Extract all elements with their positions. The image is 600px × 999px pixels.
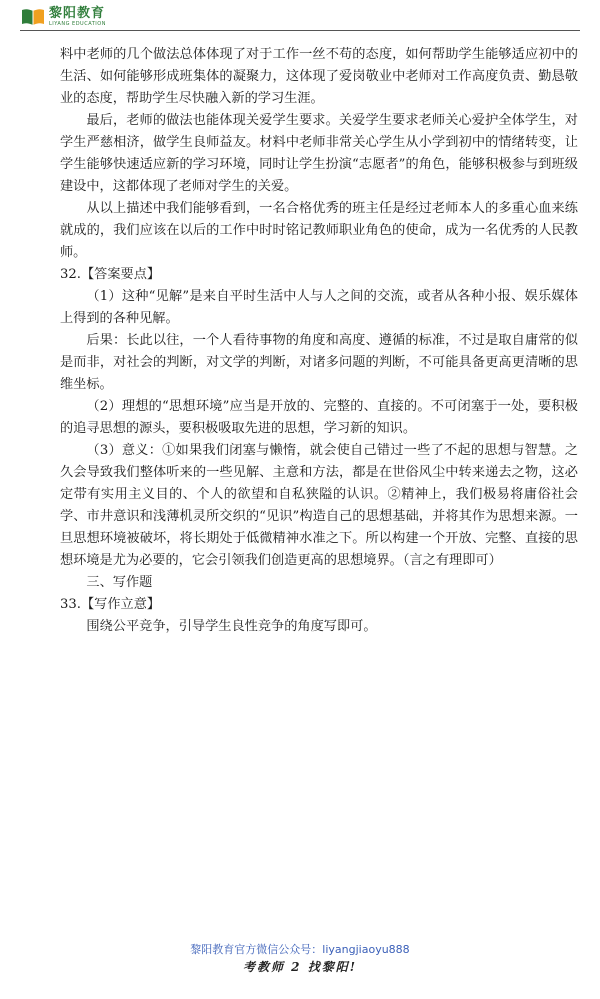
document-body	[60, 44, 578, 638]
paragraph-1: 料中老师的几个做法总体体现了对于工作一丝不苟的态度，如何帮助学生能够适应初中的生活、如何能够形成班集体的凝聚力，这体现了爱岗敬业中老师对工作高度负责、勤恳敬业的态度，帮助学生尽快融入新的学习生涯。	[60, 47, 578, 106]
answer-32-consequence: 后果：长此以往，一个人看待事物的角度和高度、遵循的标准，不过是取自庸常的似是而非，对社会的判断，对文学的判断，对诸多问题的判断，不可能具备更高更清晰的思维坐标。	[60, 333, 578, 392]
logo-subtitle: LIYANG EDUCATION	[49, 21, 106, 27]
question-33-heading: 33.【写作立意】	[60, 597, 161, 612]
footer-slogan: 考教师 2 找黎阳!	[243, 960, 357, 974]
answer-33: 围绕公平竞争，引导学生良性竞争的角度写即可。	[86, 619, 377, 634]
section-heading-writing: 三、写作题	[86, 575, 153, 590]
logo-name: 黎阳教育	[49, 6, 106, 21]
footer-wechat-link[interactable]: 黎阳教育官方微信公众号：liyangjiaoyu888	[190, 943, 410, 956]
paragraph-3: 从以上描述中我们能够看到，一名合格优秀的班主任是经过老师本人的多重心血来练就成的，我们应该在以后的工作中时时铭记教师职业角色的使命，成为一名优秀的人民教师。	[60, 201, 578, 260]
paragraph-2: 最后，老师的做法也能体现关爱学生要求。关爱学生要求老师关心爱护全体学生，对学生严慈相济，做学生良师益友。材料中老师非常关心学生从小学到初中的情绪转变，让学生能够快速适应新的学习环境，同时让学生扮演“志愿者”的角色，能够积极参与到班级建设中，这都体现了老师对学生的关爱。	[60, 113, 578, 194]
question-32-heading: 32.【答案要点】	[60, 267, 161, 282]
answer-32-part-1: （1）这种“见解”是来自平时生活中人与人之间的交流，或者从各种小报、娱乐媒体上得到的各种见解。	[60, 289, 578, 326]
open-book-icon	[20, 6, 46, 28]
answer-32-part-3: （3）意义：①如果我们闭塞与懒惰，就会使自己错过一些了不起的思想与智慧。之久会导致我们整体听来的一些见解、主意和方法，都是在世俗风尘中转来递去之物，这必定带有实用主义目的、个人的欲望和自私狭隘的认识。②精神上，我们极易将庸俗社会学、市井意识和浅薄机灵所交织的“见识”构造自己的思想基础，并将其作为思想来源。一旦思想环境被破坏，将长期处于低微精神水准之下。所以构建一个开放、完整、直接的思想环境是尤为必要的，它会引领我们创造更高的思想境界。（言之有理即可）	[60, 443, 578, 568]
page-footer	[0, 942, 600, 976]
answer-32-part-2: （2）理想的“思想环境”应当是开放的、完整的、直接的。不可闭塞于一处，要积极的追寻思想的源头，要积极吸取先进的思想，学习新的知识。	[60, 399, 578, 436]
page-header	[0, 0, 600, 36]
header-divider	[20, 30, 580, 31]
brand-logo	[20, 6, 106, 28]
